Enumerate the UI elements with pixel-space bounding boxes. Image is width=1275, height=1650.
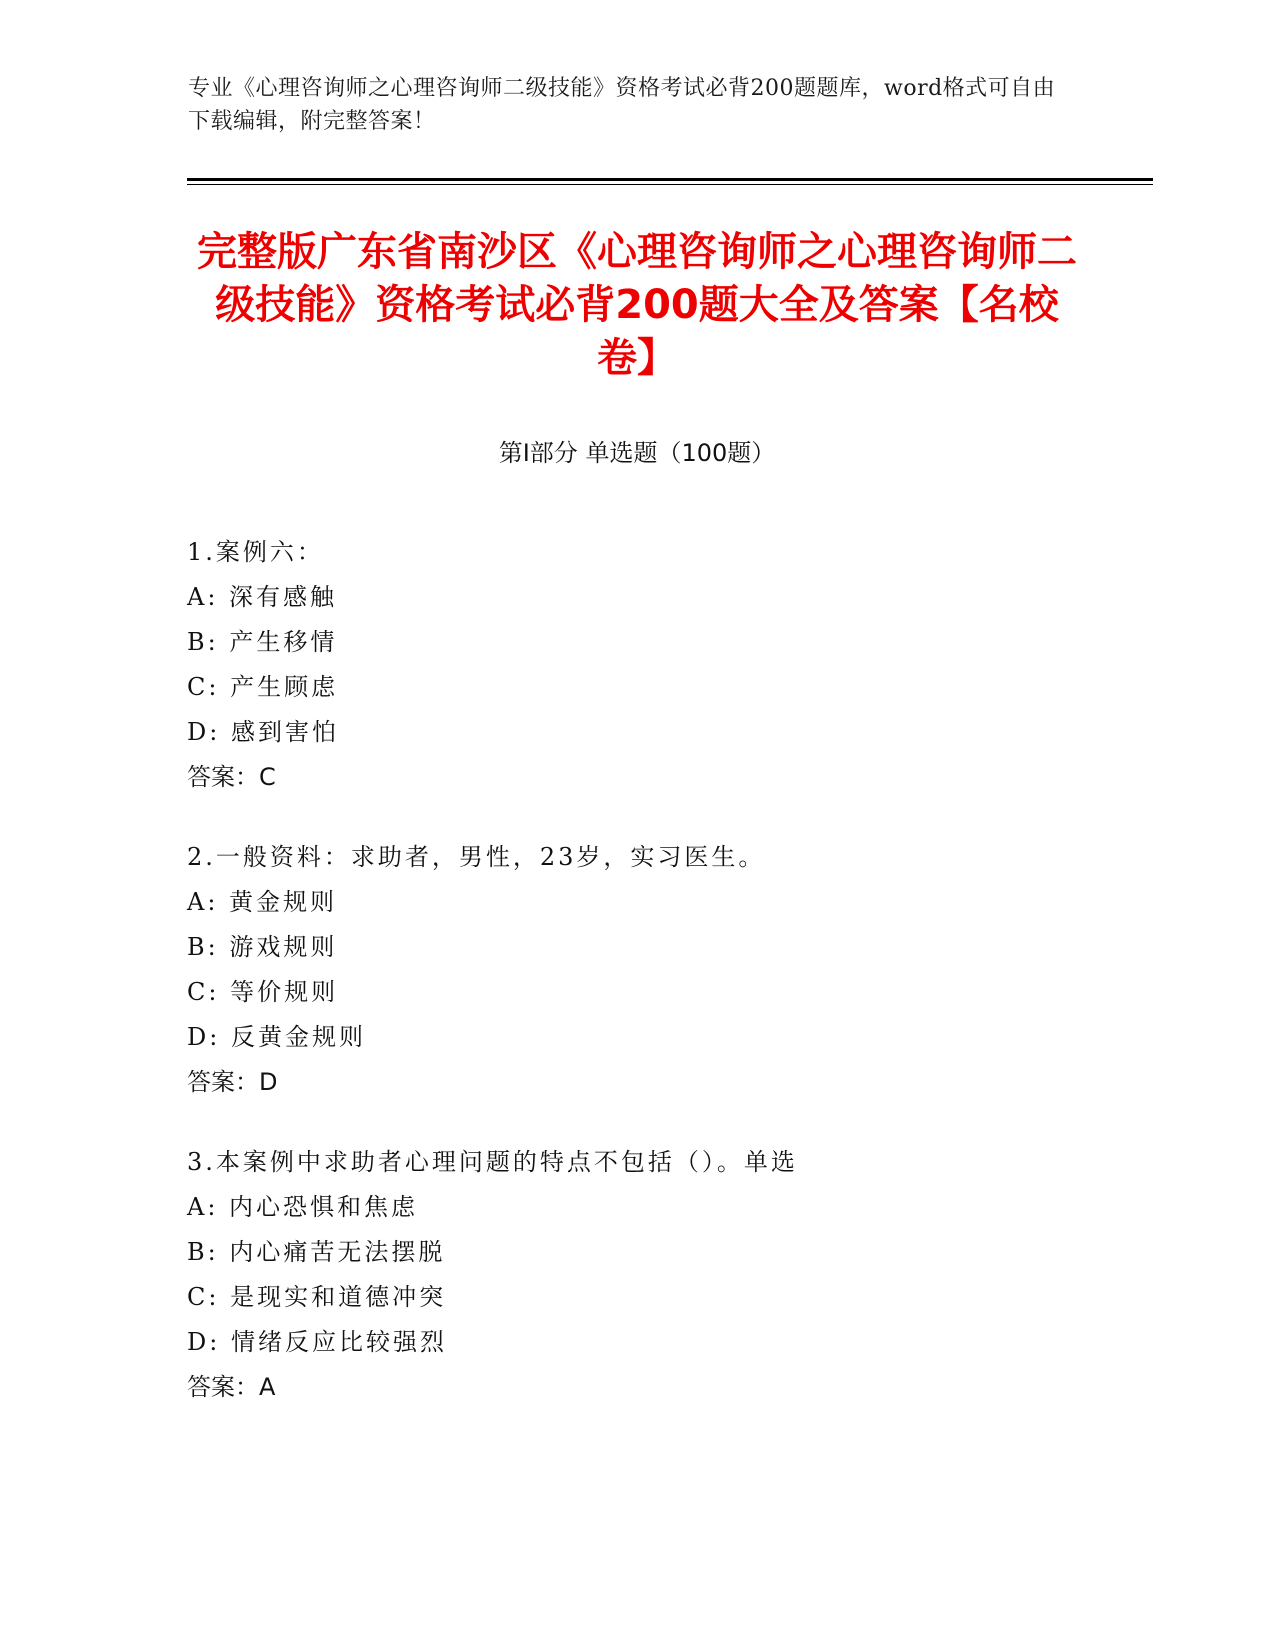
header-note: 专业《心理咨询师之心理咨询师二级技能》资格考试必背200题题库，word格式可自由下载编辑，附完整答案！: [188, 76, 1056, 134]
question-stem: 2.一般资料：求助者，男性，23岁，实习医生。: [187, 843, 766, 871]
question-stem: 3.本案例中求助者心理问题的特点不包括（）。单选: [187, 1148, 798, 1176]
option-d: D: 感到害怕: [187, 718, 339, 746]
option-a: A: 深有感触: [187, 583, 338, 611]
question-stem: 1.案例六：: [187, 538, 324, 566]
answer-line: 答案：C: [187, 763, 276, 791]
option-c: C: 是现实和道德冲突: [187, 1283, 447, 1311]
option-b: B: 产生移情: [187, 628, 338, 656]
question-3: [187, 1140, 1087, 1410]
header-rule-thin: [187, 184, 1153, 185]
question-2: [187, 835, 1087, 1105]
option-a: A: 黄金规则: [187, 888, 338, 916]
section-heading: 第I部分 单选题（100题）: [498, 439, 776, 467]
option-d: D: 情绪反应比较强烈: [187, 1328, 447, 1356]
option-c: C: 等价规则: [187, 978, 339, 1006]
option-d: D: 反黄金规则: [187, 1023, 366, 1051]
answer-line: 答案：A: [187, 1373, 276, 1401]
document-title: 完整版广东省南沙区《心理咨询师之心理咨询师二级技能》资格考试必背200题大全及答案【名校卷】: [197, 229, 1077, 381]
option-b: B: 内心痛苦无法摆脱: [187, 1238, 446, 1266]
question-list: [187, 530, 1087, 1445]
header-rule-thick: [187, 178, 1153, 181]
answer-line: 答案：D: [187, 1068, 278, 1096]
option-c: C: 产生顾虑: [187, 673, 339, 701]
option-a: A: 内心恐惧和焦虑: [187, 1193, 419, 1221]
question-1: [187, 530, 1087, 800]
option-b: B: 游戏规则: [187, 933, 338, 961]
